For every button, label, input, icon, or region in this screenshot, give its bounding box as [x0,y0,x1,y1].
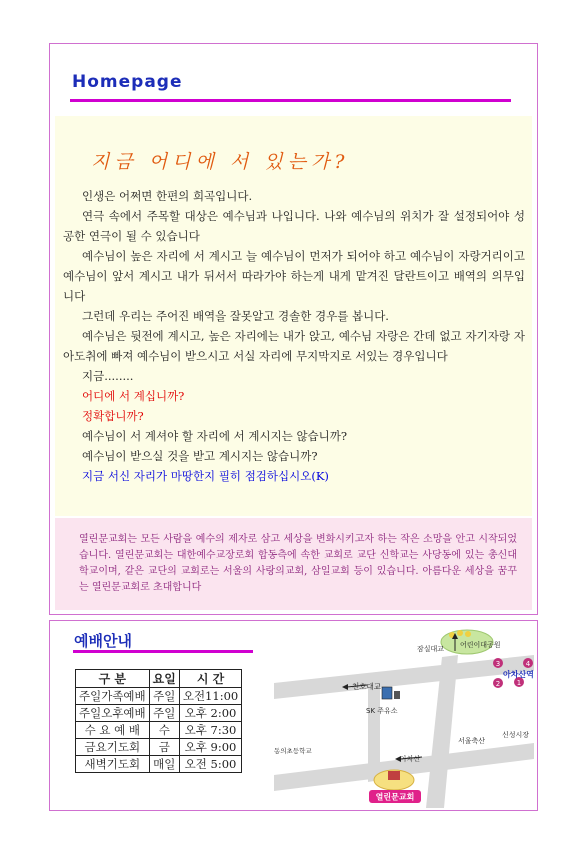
paragraph: 예수님은 뒷전에 계시고, 높은 자리에는 내가 앉고, 예수님 자랑은 간데 없고 자기자랑 자아도취에 빠져 예수님이 받으시고 서실 자리에 무지막지로 서있는 경우입니다 [63,329,525,363]
map-label: 아차산 [400,755,421,763]
message-panel [55,116,532,516]
paragraph: 연극 속에서 주목할 대상은 예수님과 나입니다. 나와 예수님의 위치가 잘 설정되어야 성공한 연극이 될 수 있습니다 [63,209,525,243]
message-body [63,186,525,486]
table-cell: 금 [149,739,179,756]
table-cell: 주일 [149,688,179,705]
header-cell: 구 분 [76,670,150,688]
exit-number: 4 [525,660,531,668]
header-cell: 시 간 [179,670,241,688]
paragraph: 예수님이 높은 자리에 서 계시고 늘 예수님이 먼저가 되어야 하고 예수님이 자랑거리이고 예수님이 앞서 계시고 내가 뒤서서 따라가야 하는게 내게 맡겨진 달란트이고 배역의 의무입니다 [63,249,525,303]
table-cell: 주일오후예배 [76,705,150,722]
table-row [76,688,242,705]
homepage-title: Homepage [72,72,183,92]
map-label: 천호대교 [352,682,381,691]
question-line: 어디에 서 계십니까? [82,389,185,403]
table-row [76,756,242,773]
table-cell: 수 요 예 배 [76,722,150,739]
map-label: 서울축산 [458,737,486,745]
service-schedule-table [75,669,242,773]
question-line: 지금 서신 자리가 마땅한지 필히 점검하십시오(K) [82,469,329,483]
question-line: 예수님이 받으실 것을 받고 계시지는 않습니까? [82,449,318,463]
headline: 지금 어디에 서 있는가? [91,151,350,173]
church-intro-panel [55,518,532,610]
service-title: 예배안내 [74,632,132,650]
map-label: 잠실대교 [416,645,444,653]
church-intro-text: 열린문교회는 모든 사람을 예수의 제자로 삼고 세상을 변화시키고자 하는 작은 소망을 안고 시작되었습니다. 열린문교회는 대한예수교장로회 합동측에 속한 교회로 교단 신학교는 사당동에 있는 총신대학교이며, 같은 교단의 교회로는 서울의 사랑의교회, 삼일교회 등이 있습니다. 아름다운 세상을 꿈꾸는 열린문교회로 초대합니다 [79,534,517,593]
table-cell: 금요기도회 [76,739,150,756]
title-underline [70,99,511,102]
gas-station-icon [382,687,392,699]
table-cell: 오전 5:00 [179,756,241,773]
location-map [272,625,534,808]
header-cell: 요일 [149,670,179,688]
paragraph: 그런데 우리는 주어진 배역을 잘못알고 경솔한 경우를 봅니다. [82,309,389,323]
table-row [76,705,242,722]
road-left-vertical [368,685,380,782]
paragraph: 인생은 어쩌면 한편의 희곡입니다. [82,189,253,203]
service-section [49,620,538,811]
table-row [76,722,242,739]
church-label: 열린문교회 [375,792,415,802]
table-cell: 새벽기도회 [76,756,150,773]
map-label: 신성시장 [502,731,530,739]
table-row [76,739,242,756]
question-line: 예수님이 서 계셔야 할 자리에 서 계시지는 않습니까? [82,429,348,443]
question-line: 정확합니까? [82,409,144,423]
table-cell: 오전11:00 [179,688,241,705]
homepage-section [49,43,538,615]
table-cell: 주일 [149,705,179,722]
table-cell: 수 [149,722,179,739]
service-title-underline [73,650,253,653]
table-cell: 매일 [149,756,179,773]
question-line: 지금........ [82,369,134,383]
table-cell: 오후 9:00 [179,739,241,756]
map-label: 동의초등학교 [274,747,312,755]
table-cell: 주일가족예배 [76,688,150,705]
map-label: 어린이대공원 [460,641,501,649]
map-label: 아차산역 [503,670,534,679]
table-cell: 오후 2:00 [179,705,241,722]
exit-number: 3 [495,660,501,668]
exit-number: 1 [516,679,522,687]
exit-number: 2 [495,680,501,688]
table-cell: 오후 7:30 [179,722,241,739]
table-header-row [76,670,242,688]
map-label: SK 주유소 [366,707,398,715]
